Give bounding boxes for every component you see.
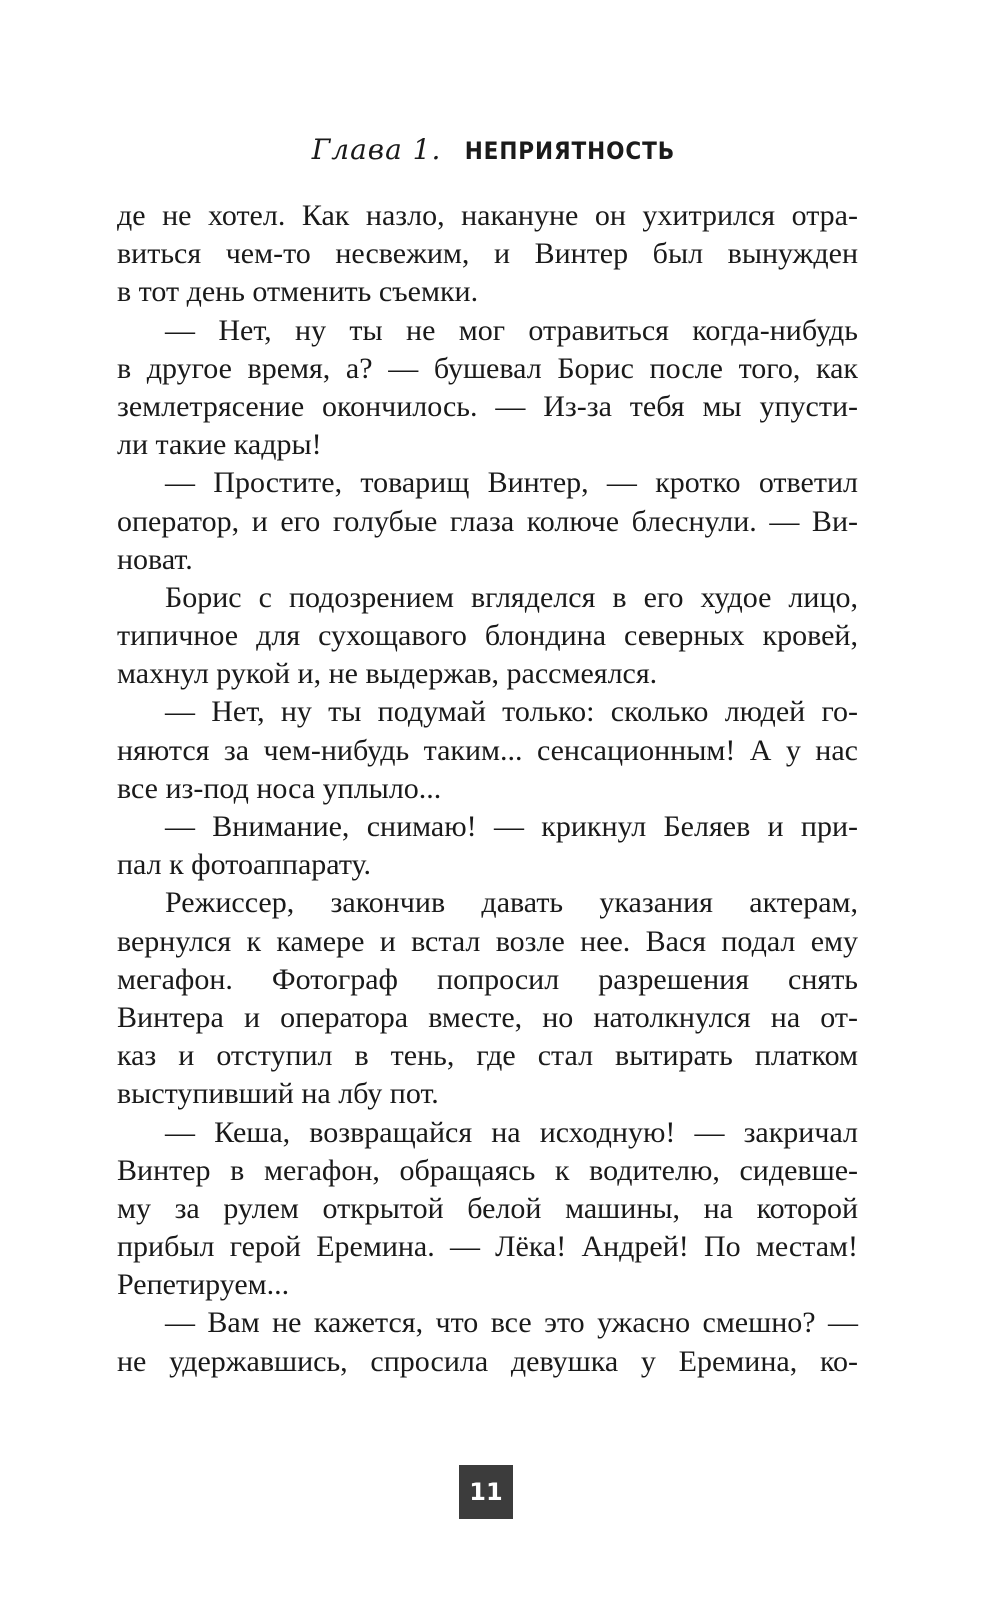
chapter-label: Глава 1. [311, 133, 442, 166]
text-line: ли такие кадры! [117, 428, 322, 462]
text-line: оператор, и его голубые глаза колюче блеснули. — Ви- [117, 504, 858, 538]
text-line: — Внимание, снимаю! — крикнул Беляев и при- [165, 810, 858, 843]
text-line: выступивший на лбу пот. [117, 1077, 439, 1111]
text-line: Репетируем... [117, 1268, 290, 1302]
text-line: каз и отступил в тень, где стал вытирать платком [117, 1039, 858, 1073]
text-line: — Нет, ну ты подумай только: сколько людей го- [165, 695, 858, 729]
text-line: Режиссер, закончив давать указания актерам, [165, 886, 858, 920]
text-line: прибыл герой Еремина. — Лёка! Андрей! По местам! [117, 1230, 858, 1264]
page-number: 11 [469, 1478, 503, 1506]
text-line: виться чем-то несвежим, и Винтер был вынужден [117, 237, 858, 271]
text-line: мегафон. Фотограф попросил разрешения снять [117, 962, 858, 996]
chapter-title: НЕПРИЯТНОСТЬ [465, 137, 676, 165]
text-line: пал к фотоаппарату. [117, 848, 372, 882]
page-number-badge [459, 1465, 513, 1519]
text-line: — Вам не кажется, что все это ужасно смешно? — [165, 1306, 858, 1340]
text-line: типичное для сухощавого блондина северных кровей, [117, 619, 858, 653]
text-line: — Кеша, возвращайся на исходную! — закричал [165, 1115, 858, 1149]
text-line: новат. [117, 542, 193, 576]
text-line: махнул рукой и, не выдержав, рассмеялся. [117, 657, 658, 691]
running-header [0, 133, 999, 166]
text-line: де не хотел. Как назло, накануне он ухитрился отра- [117, 199, 858, 232]
text-line: не удержавшись, спросила девушка у Еремина, ко- [117, 1344, 858, 1378]
text-line: — Нет, ну ты не мог отравиться когда-нибудь [165, 313, 858, 347]
text-line: все из-под носа уплыло... [117, 771, 442, 805]
text-line: в другое время, а? — бушевал Борис после того, как [117, 351, 858, 385]
text-line: — Простите, товарищ Винтер, — кротко ответил [165, 466, 858, 500]
text-line: в тот день отменить съемки. [117, 275, 479, 309]
text-line: му за рулем открытой белой машины, на которой [117, 1191, 858, 1225]
text-line: вернулся к камере и встал возле нее. Вася подал ему [117, 924, 858, 958]
text-line: землетрясение окончилось. — Из-за тебя мы упусти- [117, 389, 858, 423]
text-line: Винтера и оператора вместе, но натолкнулся на от- [117, 1000, 858, 1034]
text-line: няются за чем-нибудь таким... сенсационным! А у нас [117, 733, 858, 767]
text-line: Борис с подозрением вгляделся в его худое лицо, [165, 580, 858, 614]
text-line: Винтер в мегафон, обращаясь к водителю, сидевше- [117, 1153, 858, 1187]
body-text [117, 197, 858, 1381]
